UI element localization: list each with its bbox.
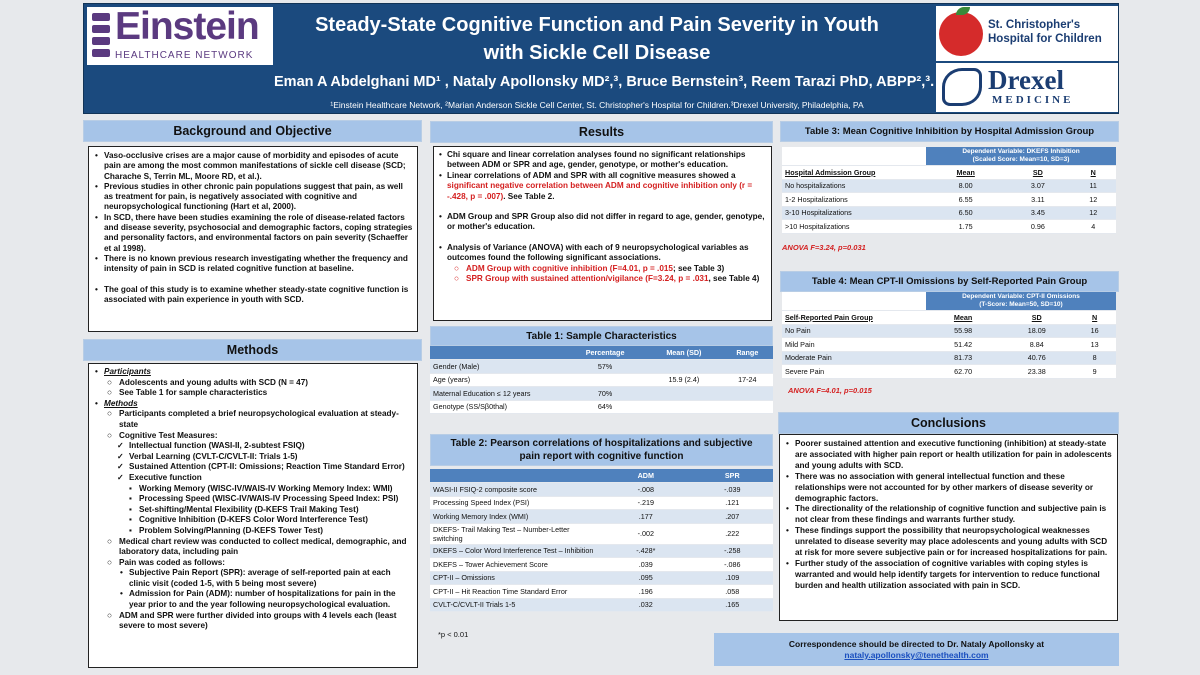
methods-item-3: Medical chart review was conducted to collect medical, demographic, and laboratory data, including pain <box>119 536 407 557</box>
conclusion-bullet-2: • There was no association with general intellectual function and these relationships were not accounted for by other markers of disease severity or demographic factors. <box>784 472 1113 505</box>
table1-cell <box>722 360 773 374</box>
table3-col-n: N <box>1070 166 1116 180</box>
table-row <box>430 496 773 510</box>
correspondence-text: Correspondence should be directed to Dr. Nataly Apollonsky at <box>788 639 1045 649</box>
table-row <box>430 387 773 401</box>
table2-cell: .207 <box>692 510 773 524</box>
table3-dv-label <box>926 147 1116 166</box>
table4-grid <box>782 292 1116 379</box>
table-row <box>782 220 1116 234</box>
methods-heading: Methods <box>83 339 422 361</box>
table2-cell: WASI-II FSIQ-2 composite score <box>430 483 600 497</box>
correspondence-email-link[interactable]: nataly.apollonsky@tenethealth.com <box>844 650 989 660</box>
cognitive-measure-4: Executive function <box>129 472 202 482</box>
table2 <box>430 469 773 612</box>
table4-dv-label <box>926 292 1116 311</box>
table3-cell: 1.75 <box>926 220 1005 234</box>
table1-cell: 17-24 <box>722 373 773 387</box>
table2-cell: .177 <box>600 510 692 524</box>
participants-label: Participants <box>104 367 151 376</box>
table4-cell: Moderate Pain <box>782 351 926 365</box>
table1-cell: Maternal Education ≤ 12 years <box>430 387 564 401</box>
table4-cell: 8 <box>1073 351 1116 365</box>
table-row <box>782 365 1116 379</box>
table4-dv-line-2: (T-Score: Mean=50, SD=10) <box>979 301 1063 308</box>
table-row <box>430 373 773 387</box>
executive-item-1: Working Memory (WISC-IV/WAIS-IV Working Memory Index: WMI) <box>139 483 393 493</box>
table4 <box>782 292 1116 379</box>
conclusion-bullet-4: • These findings support the possibility that neuropsychological weaknesses unrelated to disease severity may place adolescents and young adults with SCD at risk for more severe subjective pain or for increased hospitalizations for pain. <box>784 526 1113 559</box>
table4-cell: 18.09 <box>1000 324 1073 338</box>
methods-item-5: ADM and SPR were further divided into groups with 4 levels each (least severe to most severe) <box>119 610 397 631</box>
table2-cell: DKEFS- Trail Making Test – Number-Letter switching <box>430 523 600 544</box>
drexel-sub: MEDICINE <box>992 94 1074 106</box>
table-row <box>430 598 773 612</box>
table-row <box>782 179 1116 193</box>
background-box <box>88 146 418 332</box>
background-bullet-1: • Vaso-occlusive crises are a major cause of morbidity and episodes of acute pain are among the most common manifestations of sickle cell disease (SCD; Charache S, Terrin ML, Moore RD, et al.). <box>93 151 413 182</box>
table4-cell: 51.42 <box>926 338 1000 352</box>
table1-cell: 70% <box>564 387 646 401</box>
table1-cell: 64% <box>564 400 646 414</box>
table4-col-mean: Mean <box>926 311 1000 325</box>
table2-cell: -.002 <box>600 523 692 544</box>
table2-cell: DKEFS – Tower Achievement Score <box>430 558 600 572</box>
table3-grid <box>782 147 1116 234</box>
table3-dv-line-2: (Scaled Score: Mean=10, SD=3) <box>972 156 1070 163</box>
results-sub-1-highlight: ADM Group with cognitive inhibition (F=4.01, p = .015 <box>466 263 673 273</box>
table2-cell: .032 <box>600 598 692 612</box>
table4-cell: 13 <box>1073 338 1116 352</box>
results-sub-2-rest: , see Table 4) <box>708 274 760 284</box>
table-row <box>782 351 1116 365</box>
table4-dv-line-1: Dependent Variable: CPT-II Omissions <box>962 293 1080 300</box>
chop-line-2: Hospital for Children <box>988 33 1102 45</box>
results-box: • Chi square and linear correlation analyses found no significant relationships between ADM or SPR and age, gender, genotype, or mother's education. • Linear correlations of ADM and SPR with all cognitive measures showed a significant negative correlation between ADM and cognitive inhibition only (r = -.428, p = .007). See Table 2. • ADM Group and SPR Group also did not differ in regard to age, gender, genotype, or mother's education. • Analysis of Variance (ANOVA) with each of 9 neuropsychological variables as outcomes found the following significant associations. ○ ADM Group with cognitive inhibition (F=4.01, p = .015; see Table 3) ○ SPR Group with sustained attention/vigilance (F=3.24, p = .031, see Table 4) <box>433 146 772 321</box>
table4-cell: 62.70 <box>926 365 1000 379</box>
table1-col-range: Range <box>722 346 773 360</box>
einstein-logo <box>87 7 273 65</box>
conclusion-bullet-3: • The directionality of the relationship of cognitive function and subjective pain is not clear from these findings and warrants further study. <box>784 504 1113 526</box>
table-row <box>430 483 773 497</box>
table-row <box>430 523 773 544</box>
table4-col-sd: SD <box>1000 311 1073 325</box>
table-row <box>782 338 1116 352</box>
pain-coding-2: Admission for Pain (ADM): number of hospitalizations for pain in the year prior to and the year following neuropsychological evaluation. <box>129 589 396 610</box>
table2-cell: CPT-II – Hit Reaction Time Standard Error <box>430 585 600 599</box>
conclusion-bullet-1: • Poorer sustained attention and executive functioning (inhibition) at steady-state are associated with higher pain report or health utilization for pain in adolescents and young adults with SCD. <box>784 439 1113 472</box>
table3-cell: 4 <box>1070 220 1116 234</box>
pain-coding-1: Subjective Pain Report (SPR): average of self-reported pain at each clinic visit (coded 1-5, with 5 being most severe) <box>129 568 391 588</box>
table3-cell: 1-2 Hospitalizations <box>782 193 926 207</box>
participants-item-1: Adolescents and young adults with SCD (N = 47) <box>119 377 309 387</box>
table3-cell: 6.50 <box>926 206 1005 220</box>
table3-cell: 11 <box>1070 179 1116 193</box>
table-row <box>430 571 773 585</box>
executive-item-4: Cognitive Inhibition (D-KEFS Color Word Interference Test) <box>139 515 368 525</box>
table2-cell: CPT-II – Omissions <box>430 571 600 585</box>
table3-cell: 3.11 <box>1005 193 1070 207</box>
table4-cell: Severe Pain <box>782 365 926 379</box>
table2-cell: Processing Speed Index (PSI) <box>430 496 600 510</box>
table2-cell: .121 <box>692 496 773 510</box>
table-row <box>430 400 773 414</box>
table2-cell: .095 <box>600 571 692 585</box>
background-heading: Background and Objective <box>83 120 422 142</box>
results-bullet-2c: . See Table 2. <box>503 191 555 201</box>
table3-heading: Table 3: Mean Cognitive Inhibition by Hospital Admission Group <box>780 121 1119 142</box>
title-line-2: with Sickle Cell Disease <box>483 42 711 64</box>
table4-anova: ANOVA F=4.01, p=0.015 <box>788 386 872 395</box>
table2-cell: .109 <box>692 571 773 585</box>
table1-cell <box>722 387 773 401</box>
results-sub-2-highlight: SPR Group with sustained attention/vigilance (F=3.24, p = .031 <box>466 274 709 284</box>
chop-line-1: St. Christopher's <box>988 19 1081 31</box>
table1-cell: Genotype (SS/Sβ0thal) <box>430 400 564 414</box>
table4-cell: 81.73 <box>926 351 1000 365</box>
table1-cell: 57% <box>564 360 646 374</box>
table2-note: *p < 0.01 <box>438 630 469 639</box>
table4-col-n: N <box>1073 311 1116 325</box>
results-heading: Results <box>430 121 773 143</box>
title-line-1: Steady-State Cognitive Function and Pain Severity in Youth <box>315 14 879 36</box>
table3-col-mean: Mean <box>926 166 1005 180</box>
drexel-word: Drexel <box>988 65 1064 95</box>
table2-cell: -.008 <box>600 483 692 497</box>
table4-cell: 55.98 <box>926 324 1000 338</box>
table3-cell: 3-10 Hospitalizations <box>782 206 926 220</box>
table1 <box>430 346 773 414</box>
table-row <box>430 544 773 558</box>
drexel-logo <box>936 63 1118 112</box>
table3-anova: ANOVA F=3.24, p=0.031 <box>782 243 866 252</box>
table1-col-mean: Mean (SD) <box>646 346 722 360</box>
poster-header <box>83 3 1119 114</box>
table2-cell: -.039 <box>692 483 773 497</box>
table2-heading: Table 2: Pearson correlations of hospitalizations and subjective pain report with cognitive function <box>430 434 773 466</box>
table3 <box>782 147 1116 234</box>
table-row <box>430 510 773 524</box>
table2-cell: .196 <box>600 585 692 599</box>
table1-heading: Table 1: Sample Characteristics <box>430 326 773 346</box>
table2-cell: .039 <box>600 558 692 572</box>
background-bullet-4: • There is no known previous research investigating whether the frequency and intensity of pain in SCD is related cognitive function at baseline. <box>93 254 413 275</box>
methods-box: • Participants ○ Adolescents and young adults with SCD (N = 47) ○ See Table 1 for sample characteristics • Methods ○ Participants completed a brief neuropsychological evaluation at steady-state ○ Cognitive Test Measures: ✓ Intellectual function (WASI-II, 2-subtest FSIQ) ✓ Verbal Learning (CVLT-C/CVLT-II: Trials 1-5) ✓ Sustained Attention (CPT-II: Omissions; Reaction Time Standard Error) ✓ Executive function ▪ Working Memory (WISC-IV/WAIS-IV Working Memory Index: WMI) ▪ Processing Speed (WISC-IV/WAIS-IV Processing Speed Index: PSI) ▪ Set-shifting/Mental Flexibility (D-KEFS Trail Making Test) ▪ Cognitive Inhibition (D-KEFS Color Word Interference Test) ▪ Problem Solving/Planning (D-KEFS Tower Test) ○ Medical chart review was conducted to collect medical, demographic, and laboratory data, including pain ○ Pain was coded as follows: • Subjective Pain Report (SPR): average of self-reported pain at each clinic visit (coded 1-5, with 5 being most severe) • Admission for Pain (ADM): number of hospitalizations for pain in the year prior to and the year following neuropsychological evaluation. ○ ADM and SPR were further divided into groups with 4 levels each (least severe to most severe) <box>88 363 418 668</box>
table2-cell: Working Memory Index (WMI) <box>430 510 600 524</box>
table2-cell: .222 <box>692 523 773 544</box>
table3-cell: 6.55 <box>926 193 1005 207</box>
methods-item-4: Pain was coded as follows: <box>119 557 226 567</box>
st-christophers-text <box>988 18 1102 46</box>
cognitive-measure-2: Verbal Learning (CVLT-C/CVLT-II: Trials 1-5) <box>129 451 298 461</box>
table2-col-spr: SPR <box>692 469 773 483</box>
executive-item-2: Processing Speed (WISC-IV/WAIS-IV Processing Speed Index: PSI) <box>139 494 399 504</box>
table1-cell: Age (years) <box>430 373 564 387</box>
table-row <box>782 193 1116 207</box>
methods-label: Methods <box>104 398 138 408</box>
table-row <box>782 324 1116 338</box>
einstein-logo-sub: HEALTHCARE NETWORK <box>115 50 254 61</box>
table2-cell: -.086 <box>692 558 773 572</box>
table1-grid <box>430 346 773 414</box>
correspondence-box <box>714 633 1119 666</box>
participants-item-2: See Table 1 for sample characteristics <box>119 388 268 398</box>
einstein-logo-word: Einstein <box>115 5 259 48</box>
cognitive-measure-1: Intellectual function (WASI-II, 2-subtest FSIQ) <box>129 441 305 451</box>
table2-cell: CVLT-C/CVLT-II Trials 1-5 <box>430 598 600 612</box>
results-bullet-3: ADM Group and SPR Group also did not differ in regard to age, gender, genotype, or mother's education. <box>447 212 765 232</box>
table3-cell: >10 Hospitalizations <box>782 220 926 234</box>
executive-item-5: Problem Solving/Planning (D-KEFS Tower Test) <box>139 525 323 535</box>
table-row <box>430 585 773 599</box>
table4-cell: 16 <box>1073 324 1116 338</box>
table2-cell: .165 <box>692 598 773 612</box>
table3-cell: 8.00 <box>926 179 1005 193</box>
table3-cell: No hospitalizations <box>782 179 926 193</box>
affiliations: ¹Einstein Healthcare Network, ²Marian Anderson Sickle Cell Center, St. Christopher's Hospital for Children.³Drexel University, Philadelphia, PA <box>330 100 864 110</box>
table-row <box>430 558 773 572</box>
table4-cell: No Pain <box>782 324 926 338</box>
conclusion-bullet-5: • Further study of the association of cognitive variables with coping styles is warranted and would help identify targets for intervention to reduce functional burden and health utilization associated with pain in SCD. <box>784 559 1113 592</box>
table1-cell <box>646 400 722 414</box>
table4-cell: 40.76 <box>1000 351 1073 365</box>
table1-cell <box>722 400 773 414</box>
table4-col-group: Self-Reported Pain Group <box>782 311 926 325</box>
methods-item-2: Cognitive Test Measures: <box>119 430 218 440</box>
table-row <box>430 360 773 374</box>
table4-cell: 23.38 <box>1000 365 1073 379</box>
authors: Eman A Abdelghani MD¹ , Nataly Apollonsky MD²,³, Bruce Bernstein³, Reem Tarazi PhD, ABPP²,³. <box>274 74 935 90</box>
st-christophers-logo <box>936 6 1118 61</box>
results-bullet-2a: Linear correlations of ADM and SPR with all cognitive measures showed a <box>447 170 736 180</box>
cognitive-measure-3: Sustained Attention (CPT-II: Omissions; Reaction Time Standard Error) <box>129 462 405 472</box>
table2-cell: -.258 <box>692 544 773 558</box>
table3-col-group: Hospital Admission Group <box>782 166 926 180</box>
table2-col-adm: ADM <box>600 469 692 483</box>
results-bullet-4: Analysis of Variance (ANOVA) with each of 9 neuropsychological variables as outcomes found the following significant associations. <box>447 242 749 263</box>
table-row <box>782 206 1116 220</box>
table3-col-sd: SD <box>1005 166 1070 180</box>
executive-item-3: Set-shifting/Mental Flexibility (D-KEFS Trail Making Test) <box>139 504 359 514</box>
apple-icon <box>939 12 983 56</box>
background-bullet-3: • In SCD, there have been studies examining the role of disease-related factors and disease severity, psychosocial and demographic factors, coping strategies and personality factors, and environmental factors on pain severity (Schaeffer et al 1998). <box>93 213 413 254</box>
table3-cell: 3.07 <box>1005 179 1070 193</box>
table2-col-blank <box>430 469 600 483</box>
methods-item-1: Participants completed a brief neuropsychological evaluation at steady-state <box>119 409 399 429</box>
dragon-icon <box>942 68 982 106</box>
poster-title <box>274 11 920 67</box>
results-bullet-1: Chi square and linear correlation analyses found no significant relationships between ADM or SPR and age, gender, genotype, or mother's education. <box>447 150 746 170</box>
table1-cell <box>646 360 722 374</box>
table1-cell: 15.9 (2.4) <box>646 373 722 387</box>
table1-cell: Gender (Male) <box>430 360 564 374</box>
table1-col-blank <box>430 346 564 360</box>
einstein-bars-icon <box>92 13 110 57</box>
table3-cell: 0.96 <box>1005 220 1070 234</box>
conclusions-box <box>779 434 1118 621</box>
results-sub-1-rest: ; see Table 3) <box>672 263 725 273</box>
table2-cell: DKEFS – Color Word Interference Test – Inhibition <box>430 544 600 558</box>
table4-cell: 8.84 <box>1000 338 1073 352</box>
background-bullet-2: • Previous studies in other chronic pain populations suggest that pain, as well as treatment for pain, is negatively associated with cognitive and neuropsychological functioning (Hart et al, 2000). <box>93 182 413 213</box>
results-bullet-2-highlight: significant negative correlation between ADM and cognitive inhibition only (r = -.428, p = .007) <box>447 181 753 201</box>
table1-cell <box>646 387 722 401</box>
table2-cell: .058 <box>692 585 773 599</box>
table4-cell: Mild Pain <box>782 338 926 352</box>
table1-cell <box>564 373 646 387</box>
table3-cell: 12 <box>1070 206 1116 220</box>
table3-dv-line-1: Dependent Variable: DKEFS Inhibition <box>962 148 1080 155</box>
table3-cell: 3.45 <box>1005 206 1070 220</box>
table2-cell: -.219 <box>600 496 692 510</box>
table1-col-percentage: Percentage <box>564 346 646 360</box>
table4-cell: 9 <box>1073 365 1116 379</box>
table4-heading: Table 4: Mean CPT-II Omissions by Self-Reported Pain Group <box>780 271 1119 292</box>
conclusions-heading: Conclusions <box>778 412 1119 434</box>
table2-cell: -.428* <box>600 544 692 558</box>
table2-grid <box>430 469 773 612</box>
background-bullet-5: • The goal of this study is to examine whether steady-state cognitive function is associated with pain experience in youth with SCD. <box>93 285 413 306</box>
table3-cell: 12 <box>1070 193 1116 207</box>
